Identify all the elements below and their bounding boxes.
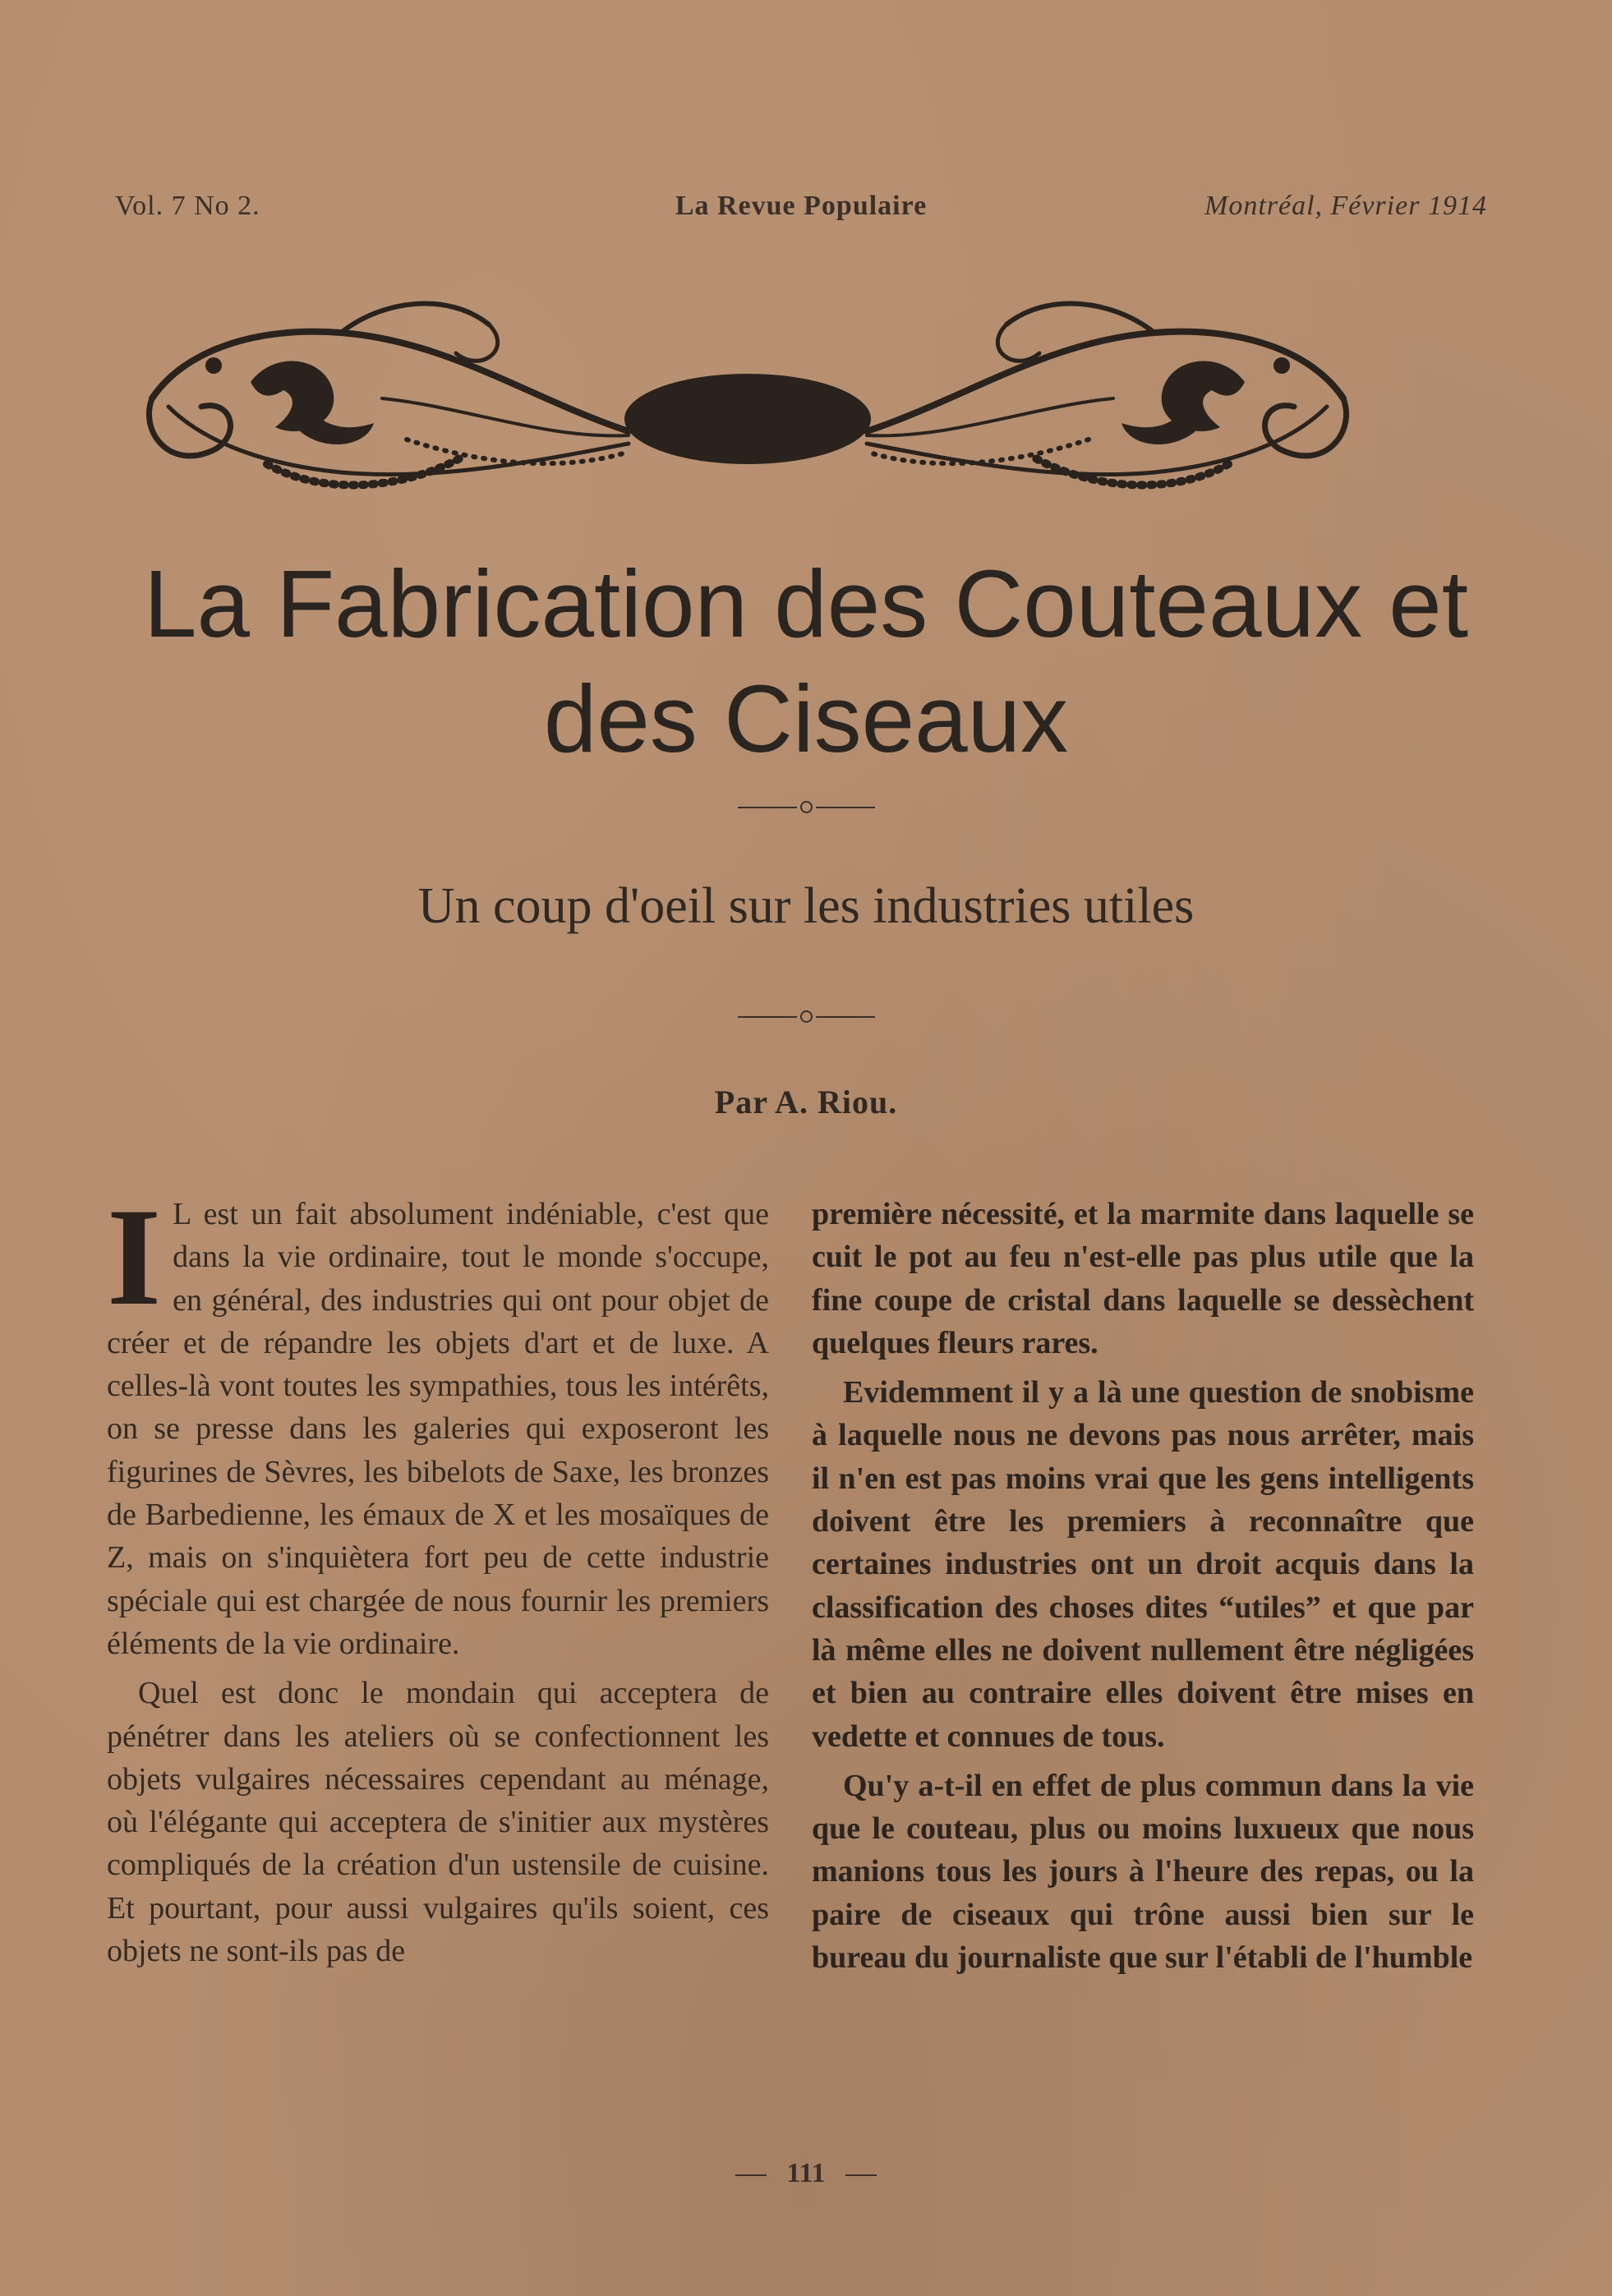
paragraph-text: L est un fait absolument indéniable, c'est que dans la vie ordinaire, tout le monde s'occupe, en général, des industries qui ont pour objet de créer et de répandre les objets d'art et de luxe. A celles-là vont toutes les sympathies, tous les intérêts, on se presse dans les galeries qui exposeront les figurines de Sèvres, les bibelots de Saxe, les bronzes de Barbedienne, les émaux de X et les mosaïques de Z, mais on s'inquiètera fort peu de cette industrie spéciale qui est chargée de nous fournir les premiers éléments de la vie ordinaire. [107, 1197, 769, 1661]
volume-number: Vol. 7 No 2. [115, 191, 260, 221]
page-number-text: 111 [786, 2158, 826, 2188]
drop-cap: I [107, 1180, 162, 1334]
publication-name: La Revue Populaire [675, 191, 928, 221]
ornamental-separator [0, 1008, 1612, 1024]
article-title-line-2: des Ciseaux [543, 665, 1069, 772]
paragraph: Quel est donc le mondain qui acceptera de pénétrer dans les ateliers où se confectionnent les objets vulgaires nécessaires cependant au ménage, où l'élégante qui acceptera de s'initier aux mystères compliqués de la création d'un ustensile de cuisine. Et pourtant, pour aussi vulgaires qu'ils soient, ces objets ne sont-ils pas de [107, 1676, 769, 1969]
text-column-left [107, 1180, 769, 1972]
article-title [82, 546, 1530, 776]
paragraph: Qu'y a-t-il en effet de plus commun dans la vie que le couteau, plus ou moins luxueux que nous manions tous les jours à l'heure des repas, ou la paire de ciseaux qui trône aussi bien sur le bureau du journaliste que sur l'établi de l'humble [812, 1768, 1474, 1976]
ornamental-separator [0, 798, 1612, 814]
paragraph: Evidemment il y a là une question de snobisme à laquelle nous ne devons pas nous arrêter, mais il n'en est pas moins vrai que les gens intelligents doivent être les premiers à reconnaître que certaines industries ont un droit acquis dans la classification des choses dites “utiles” et que par là même elles ne doivent nullement être négligées et bien au contraire elles doivent être mises en vedette et connues de tous. [812, 1375, 1474, 1754]
paragraph [107, 1180, 769, 1665]
article-subtitle: Un coup d'oeil sur les industries utiles [417, 878, 1195, 934]
paragraph: première nécessité, et la marmite dans laquelle se cuit le pot au feu n'est-elle pas plus utile que la fine coupe de cristal dans laquelle se dessèchent quelques fleurs rares. [812, 1197, 1474, 1360]
running-header [115, 191, 1487, 228]
text-column-right [812, 1193, 1474, 1979]
place-date: Montréal, Février 1914 [1204, 191, 1487, 221]
author-byline: Par A. Riou. [714, 1084, 898, 1120]
article-title-line-1: La Fabrication des Couteaux et [143, 550, 1469, 657]
art-nouveau-floral-ornament-icon [136, 275, 1360, 509]
page-number [0, 2158, 1612, 2189]
